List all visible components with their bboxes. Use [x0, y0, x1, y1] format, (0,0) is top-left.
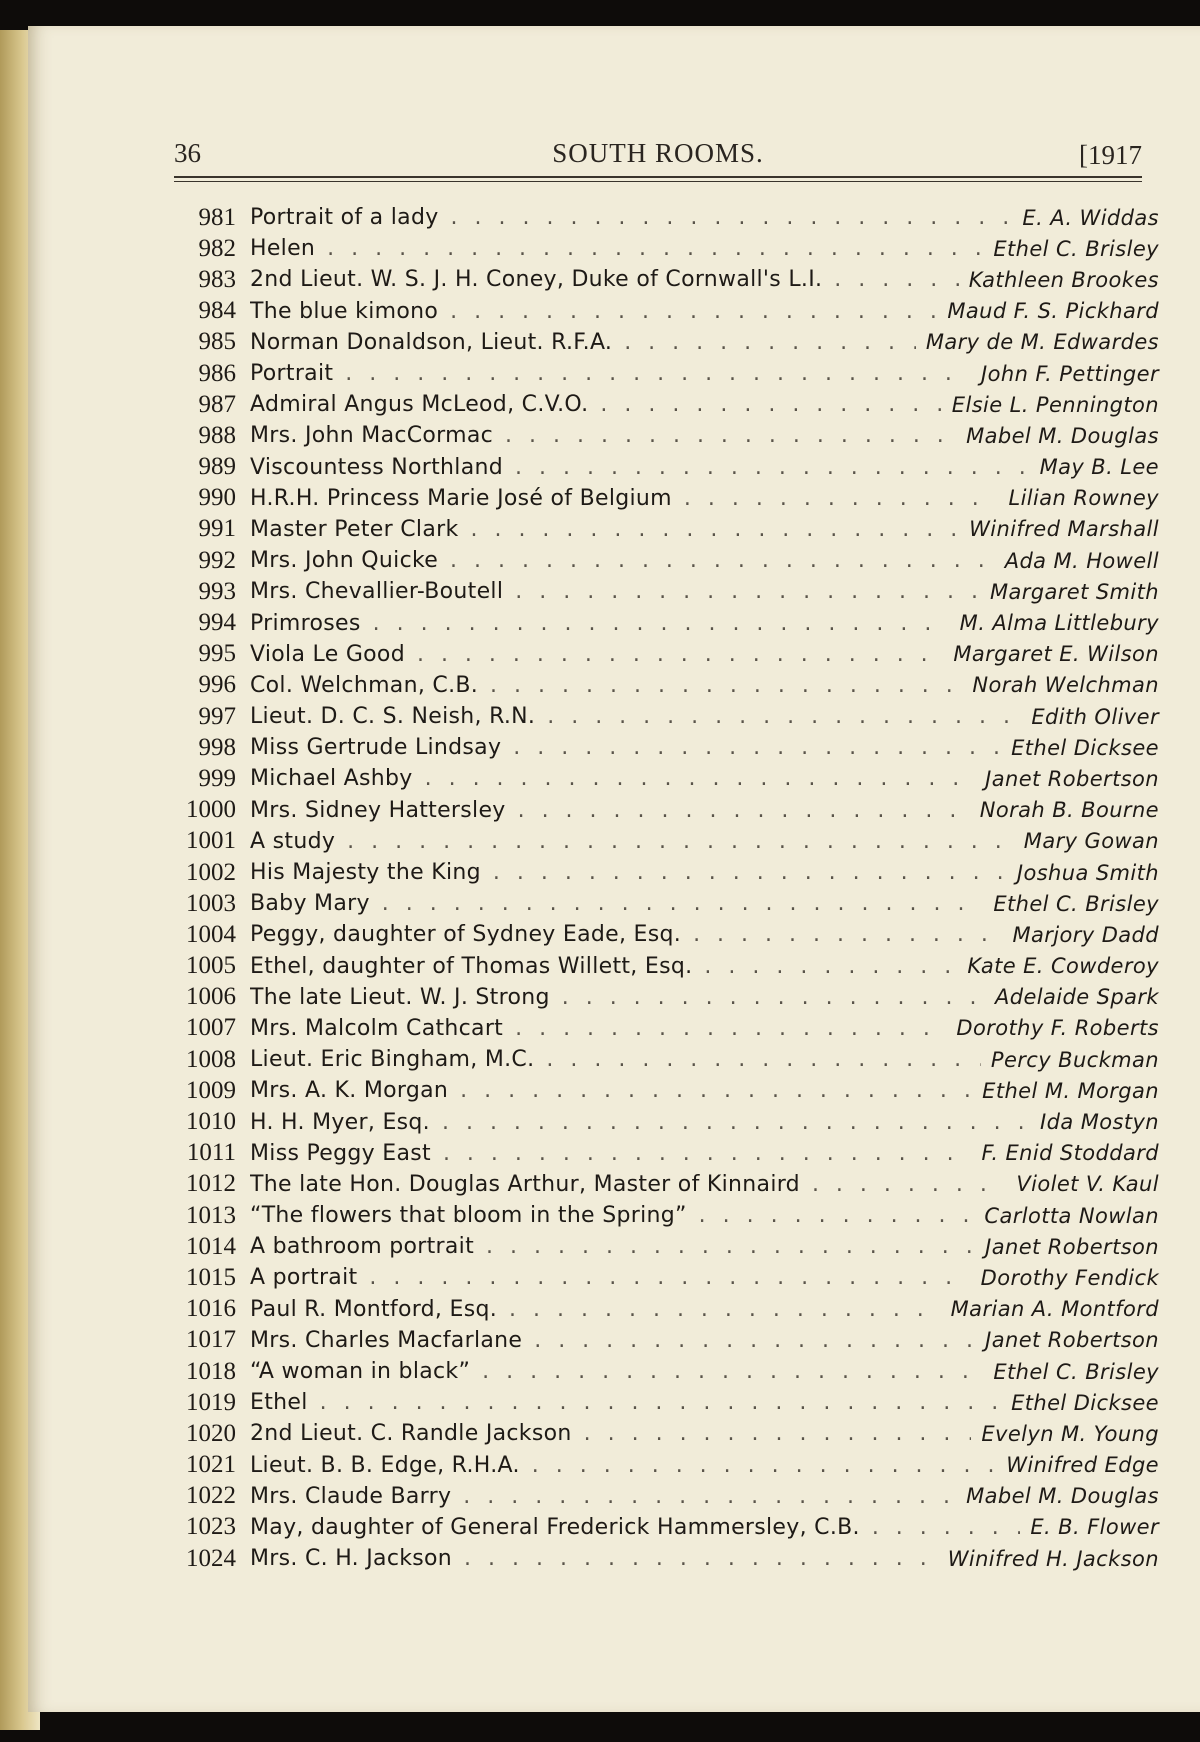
entry-artist: Margaret E. Wilson	[943, 642, 1159, 666]
entry-title: Baby Mary . . .	[250, 891, 983, 916]
catalogue-entry	[174, 1013, 1159, 1044]
entry-artist: Evelyn M. Young	[971, 1422, 1159, 1446]
entry-title: A bathroom portrait . . .	[250, 1234, 975, 1259]
entry-title: May, daughter of General Frederick Hammersley, C.B. . . .	[250, 1515, 1020, 1540]
entry-number: 985	[198, 328, 236, 356]
entry-number: 1020	[186, 1419, 236, 1447]
catalogue-entry	[174, 732, 1159, 763]
entry-artist: Edith Oliver	[1021, 705, 1159, 729]
entry-artist: Elsie L. Pennington	[942, 393, 1159, 417]
entry-number: 1004	[186, 920, 236, 948]
entry-number: 1017	[186, 1326, 236, 1354]
entry-artist: Marian A. Montford	[941, 1297, 1159, 1321]
entry-artist: Winifred H. Jackson	[938, 1547, 1159, 1571]
entry-title: H.R.H. Princess Marie José of Belgium . . .	[250, 486, 998, 511]
entry-artist: Carlotta Nowlan	[974, 1204, 1159, 1228]
entry-title: Mrs. C. H. Jackson . . .	[250, 1546, 938, 1571]
entry-title: A study . . .	[250, 829, 1014, 854]
entry-number: 1000	[186, 796, 236, 824]
catalogue-entries	[174, 202, 1159, 1574]
entry-number: 999	[198, 764, 236, 792]
entry-title: The late Lieut. W. J. Strong . . .	[250, 985, 985, 1010]
entry-artist: Ethel C. Brisley	[983, 1360, 1159, 1384]
entry-title: Paul R. Montford, Esq. . . .	[250, 1297, 941, 1322]
entry-title: Mrs. Chevallier-Boutell . . .	[250, 579, 980, 604]
entry-number: 994	[198, 609, 236, 637]
entry-number: 986	[198, 359, 236, 387]
entry-artist: Lilian Rowney	[998, 486, 1159, 510]
entry-number: 1006	[186, 983, 236, 1011]
catalogue-entry	[174, 576, 1159, 607]
catalogue-entry	[174, 1138, 1159, 1169]
entry-artist: Ethel C. Brisley	[983, 237, 1159, 261]
entry-number: 1009	[186, 1076, 236, 1104]
entry-number: 1007	[186, 1014, 236, 1042]
catalogue-entry	[174, 1450, 1159, 1481]
entry-title: “The flowers that bloom in the Spring” . . .	[250, 1203, 974, 1228]
entry-title: Helen . . .	[250, 236, 983, 261]
entry-title: Miss Peggy East . . .	[250, 1141, 972, 1166]
entry-title: Lieut. Eric Bingham, M.C. . . .	[250, 1047, 981, 1072]
entry-number: 1013	[186, 1201, 236, 1229]
entry-artist: Violet V. Kaul	[1006, 1172, 1159, 1196]
catalogue-entry	[174, 420, 1159, 451]
entry-number: 1019	[186, 1388, 236, 1416]
entry-artist: Norah Welchman	[962, 673, 1159, 697]
catalogue-entry	[174, 670, 1159, 701]
catalogue-entry	[174, 795, 1159, 826]
entry-title: Lieut. D. C. S. Neish, R.N. . . .	[250, 704, 1021, 729]
entry-number: 1011	[186, 1139, 236, 1167]
entry-artist: Ida Mostyn	[1030, 1110, 1159, 1134]
catalogue-entry	[174, 888, 1159, 919]
entry-title: Primroses . . .	[250, 611, 950, 636]
entry-number: 1001	[186, 827, 236, 855]
entry-title: Mrs. Sidney Hattersley . . .	[250, 798, 970, 823]
entry-title: Mrs. John Quicke . . .	[250, 548, 995, 573]
entry-number: 1024	[186, 1544, 236, 1572]
entry-number: 1021	[186, 1451, 236, 1479]
entry-artist: Mary Gowan	[1014, 829, 1159, 853]
entry-artist: M. Alma Littlebury	[950, 611, 1159, 635]
entry-title: Viola Le Good . . .	[250, 642, 943, 667]
entry-number: 981	[198, 203, 236, 231]
entry-artist: John F. Pettinger	[971, 362, 1159, 386]
entry-number: 987	[198, 390, 236, 418]
catalogue-entry	[174, 763, 1159, 794]
entry-title: Mrs. John MacCormac . . .	[250, 423, 956, 448]
entry-number: 1016	[186, 1295, 236, 1323]
catalogue-entry	[174, 327, 1159, 358]
catalogue-entry	[174, 1231, 1159, 1262]
catalogue-entry	[174, 514, 1159, 545]
entry-title: H. H. Myer, Esq. . . .	[250, 1110, 1030, 1135]
entry-artist: Norah B. Bourne	[970, 798, 1159, 822]
entry-artist: Percy Buckman	[981, 1048, 1159, 1072]
entry-title: Miss Gertrude Lindsay . . .	[250, 735, 1001, 760]
entry-artist: Mabel M. Douglas	[956, 1484, 1159, 1508]
entry-number: 1022	[186, 1482, 236, 1510]
entry-artist: Marjory Dadd	[1002, 923, 1159, 947]
entry-title: Mrs. Claude Barry . . .	[250, 1484, 956, 1509]
catalogue-entry	[174, 951, 1159, 982]
catalogue-entry	[174, 607, 1159, 638]
entry-number: 995	[198, 640, 236, 668]
entry-artist: Janet Robertson	[975, 767, 1159, 791]
entry-artist: Mary de M. Edwardes	[916, 330, 1159, 354]
entry-title: Portrait . . .	[250, 361, 971, 386]
entry-title: 2nd Lieut. C. Randle Jackson . . .	[250, 1421, 971, 1446]
entry-artist: Joshua Smith	[1007, 861, 1159, 885]
catalogue-entry	[174, 1325, 1159, 1356]
catalogue-entry	[174, 826, 1159, 857]
entry-artist: Winifred Marshall	[959, 517, 1159, 541]
entry-artist: May B. Lee	[1030, 455, 1159, 479]
year-label: [1917	[1079, 140, 1142, 170]
entry-artist: Ethel Dicksee	[1001, 736, 1159, 760]
entry-number: 1015	[186, 1263, 236, 1291]
entry-artist: Ethel M. Morgan	[972, 1079, 1159, 1103]
entry-number: 998	[198, 733, 236, 761]
catalogue-entry	[174, 919, 1159, 950]
catalogue-entry	[174, 1543, 1159, 1574]
page-number: 36	[174, 138, 201, 168]
entry-artist: Janet Robertson	[975, 1328, 1159, 1352]
catalogue-entry	[174, 1418, 1159, 1449]
catalogue-entry	[174, 1356, 1159, 1387]
catalogue-entry	[174, 1481, 1159, 1512]
catalogue-entry	[174, 639, 1159, 670]
entry-number: 990	[198, 484, 236, 512]
entry-number: 991	[198, 515, 236, 543]
entry-number: 982	[198, 234, 236, 262]
entry-title: Michael Ashby . . .	[250, 766, 975, 791]
entry-artist: Dorothy F. Roberts	[946, 1016, 1159, 1040]
catalogue-entry	[174, 545, 1159, 576]
catalogue-entry	[174, 296, 1159, 327]
entry-title: Norman Donaldson, Lieut. R.F.A. . . .	[250, 330, 916, 355]
entry-artist: Ada M. Howell	[995, 549, 1159, 573]
entry-number: 997	[198, 702, 236, 730]
entry-artist: E. B. Flower	[1020, 1515, 1159, 1539]
entry-title: A portrait . . .	[250, 1265, 971, 1290]
entry-title: Peggy, daughter of Sydney Eade, Esq. . . .	[250, 922, 1002, 947]
catalogue-entry	[174, 483, 1159, 514]
entry-artist: Janet Robertson	[975, 1235, 1159, 1259]
entry-number: 989	[198, 453, 236, 481]
entry-title: Admiral Angus McLeod, C.V.O. . . .	[250, 392, 942, 417]
catalogue-entry	[174, 202, 1159, 233]
entry-title: Mrs. Charles Macfarlane . . .	[250, 1328, 975, 1353]
entry-title: The blue kimono . . .	[250, 299, 937, 324]
entry-title: Master Peter Clark . . .	[250, 517, 959, 542]
entry-artist: Maud F. S. Pickhard	[937, 299, 1159, 323]
entry-title: His Majesty the King . . .	[250, 860, 1007, 885]
catalogue-entry	[174, 1387, 1159, 1418]
entry-title: Viscountess Northland . . .	[250, 455, 1030, 480]
entry-artist: Dorothy Fendick	[971, 1266, 1159, 1290]
entry-title: 2nd Lieut. W. S. J. H. Coney, Duke of Cornwall's L.I. . . .	[250, 267, 959, 292]
entry-artist: Adelaide Spark	[985, 985, 1159, 1009]
entry-number: 1014	[186, 1232, 236, 1260]
entry-number: 1005	[186, 952, 236, 980]
entry-artist: F. Enid Stoddard	[972, 1141, 1159, 1165]
entry-number: 988	[198, 421, 236, 449]
entry-number: 996	[198, 671, 236, 699]
entry-artist: Ethel C. Brisley	[983, 892, 1159, 916]
entry-title: “A woman in black” . . .	[250, 1359, 983, 1384]
entry-artist: Ethel Dicksee	[1001, 1391, 1159, 1415]
header-rule	[174, 176, 1142, 178]
running-title: SOUTH ROOMS.	[552, 138, 764, 168]
entry-title: Col. Welchman, C.B. . . .	[250, 673, 962, 698]
header-rule-thin	[174, 181, 1142, 182]
entry-number: 1018	[186, 1357, 236, 1385]
entry-number: 1010	[186, 1108, 236, 1136]
entry-artist: E. A. Widdas	[1012, 206, 1159, 230]
entry-artist: Kathleen Brookes	[959, 268, 1159, 292]
entry-number: 1002	[186, 858, 236, 886]
catalogue-entry	[174, 701, 1159, 732]
entry-artist: Winifred Edge	[996, 1453, 1159, 1477]
entry-artist: Margaret Smith	[980, 580, 1159, 604]
catalogue-entry	[174, 1200, 1159, 1231]
entry-artist: Mabel M. Douglas	[956, 424, 1159, 448]
catalogue-entry	[174, 982, 1159, 1013]
catalogue-entry	[174, 1106, 1159, 1137]
entry-number: 1008	[186, 1045, 236, 1073]
catalogue-entry	[174, 1294, 1159, 1325]
entry-title: Mrs. A. K. Morgan . . .	[250, 1078, 972, 1103]
entry-title: Lieut. B. B. Edge, R.H.A. . . .	[250, 1453, 996, 1478]
catalogue-entry	[174, 389, 1159, 420]
entry-title: Ethel . . .	[250, 1390, 1001, 1415]
entry-number: 992	[198, 546, 236, 574]
entry-number: 984	[198, 297, 236, 325]
entry-number: 1012	[186, 1170, 236, 1198]
catalogue-entry	[174, 1169, 1159, 1200]
entry-title: Portrait of a lady . . .	[250, 205, 1012, 230]
entry-title: Ethel, daughter of Thomas Willett, Esq. . . .	[250, 954, 957, 979]
entry-number: 983	[198, 265, 236, 293]
catalogue-entry	[174, 264, 1159, 295]
entry-number: 993	[198, 577, 236, 605]
catalogue-entry	[174, 452, 1159, 483]
catalogue-entry	[174, 1044, 1159, 1075]
entry-number: 1023	[186, 1513, 236, 1541]
entry-number: 1003	[186, 889, 236, 917]
entry-title: Mrs. Malcolm Cathcart . . .	[250, 1016, 946, 1041]
catalogue-entry	[174, 1075, 1159, 1106]
catalogue-entry	[174, 1262, 1159, 1293]
catalogue-entry	[174, 233, 1159, 264]
catalogue-entry	[174, 857, 1159, 888]
page-header	[174, 138, 1142, 178]
catalogue-entry	[174, 1512, 1159, 1543]
catalogue-entry	[174, 358, 1159, 389]
entry-artist: Kate E. Cowderoy	[957, 954, 1159, 978]
entry-title: The late Hon. Douglas Arthur, Master of Kinnaird . . .	[250, 1172, 1006, 1197]
